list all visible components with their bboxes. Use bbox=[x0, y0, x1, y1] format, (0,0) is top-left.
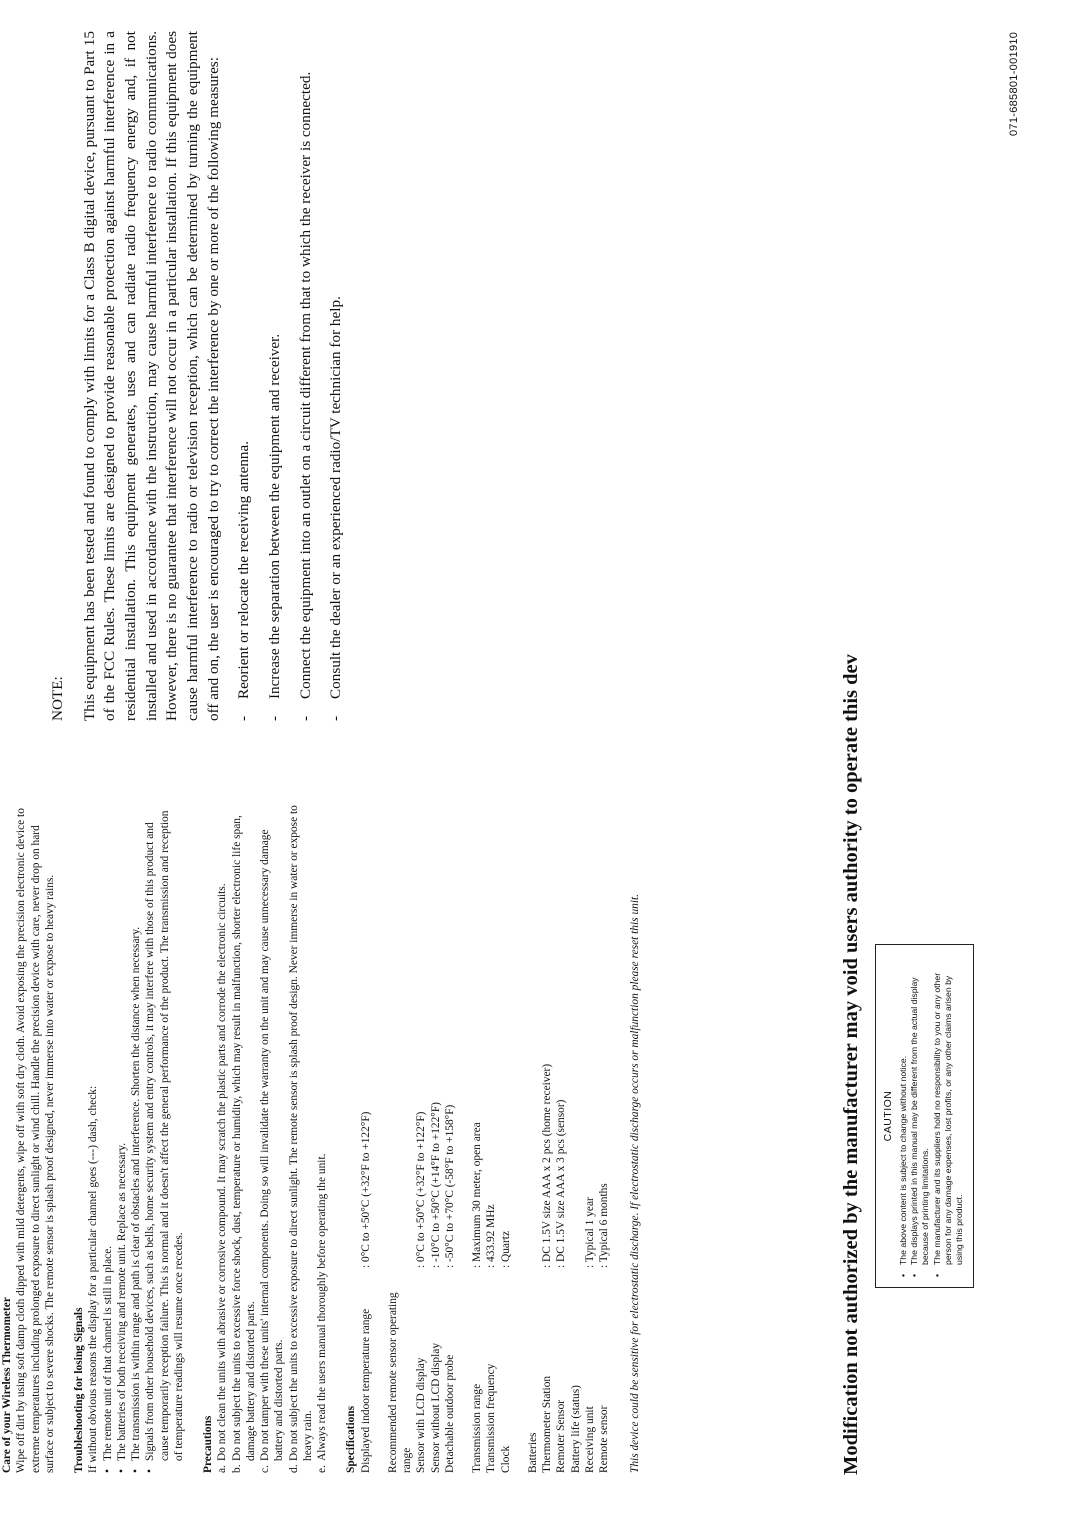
spec-value: : Maximum 30 meter, open area bbox=[471, 1122, 483, 1268]
spec-row bbox=[414, 803, 428, 1473]
caution-box bbox=[875, 944, 974, 1288]
troubleshooting-heading: Troubleshooting for losing Signals bbox=[73, 1307, 85, 1473]
care-and-specs-column bbox=[0, 803, 643, 1473]
spec-row bbox=[359, 803, 373, 1473]
spec-label: Sensor without LCD display bbox=[429, 1342, 442, 1473]
caution-title: CAUTION bbox=[882, 1090, 894, 1142]
spec-label: Remote sensor bbox=[598, 1405, 610, 1473]
spec-row bbox=[554, 803, 568, 1473]
spec-row bbox=[470, 803, 484, 1473]
care-section bbox=[0, 803, 57, 1473]
spec-row bbox=[569, 803, 583, 1473]
spec-value: : 433.92 MHz bbox=[485, 1204, 498, 1268]
spec-group bbox=[470, 803, 513, 1473]
troubleshooting-intro: If without obvious reasons the display for a particular channel goes (---) dash, check: bbox=[87, 1085, 100, 1473]
spec-row bbox=[540, 803, 554, 1473]
spec-label: Thermometer Station bbox=[541, 1375, 553, 1473]
spec-group bbox=[386, 803, 457, 1473]
precaution-item bbox=[258, 803, 287, 1473]
precaution-item bbox=[215, 803, 229, 1473]
spec-label: Battery life (status) bbox=[569, 1385, 582, 1473]
spec-label: Recommended remote sensor operating range bbox=[386, 1292, 413, 1473]
spec-value bbox=[386, 803, 415, 1268]
spec-value: : -50°C to +70°C (-58°F to +158°F) bbox=[443, 1104, 456, 1268]
spec-label: Detachable outdoor probe bbox=[443, 1354, 456, 1473]
spec-value: : Typical 1 year bbox=[583, 1197, 596, 1268]
note-heading: NOTE: bbox=[49, 676, 66, 721]
precautions-section bbox=[201, 803, 329, 1473]
measure-text: Reorient or relocate the receiving antenna. bbox=[235, 440, 253, 699]
spec-label: Transmission range bbox=[471, 1383, 483, 1473]
modification-notice: Modification not authorized by the manufacturer may void users authority to operate this dev bbox=[840, 654, 862, 1475]
troubleshooting-item: • Signals from other household devices, such as bells, home security system and entry controls, it may interfere with those of this product and cause temporarily reception failure. This is normal and it doesn't affect the general performance of the product. The transmission and reception of temperature readings will resume once recedes. bbox=[143, 803, 186, 1473]
troubleshooting-item: • The transmission is within range and path is clear of obstacles and interference. Shorten the distance when necessary. bbox=[129, 803, 143, 1473]
precaution-text: Do not clean the units with abrasive or corrosive compound. It may scratch the plastic parts and corrode the electronic circuits. bbox=[216, 883, 229, 1461]
caution-item: • The manufacturer and its suppliers hold no responsibility to you or any other person for any damage expenses, lost profits, or any other claims arisen by using this product. bbox=[932, 955, 966, 1277]
measure-dash: - bbox=[327, 715, 345, 721]
spec-value: : Quartz bbox=[499, 1230, 512, 1268]
spec-group bbox=[359, 803, 373, 1473]
precaution-text: Do not subject the units to excessive force shock, dust, temperature or humidity, which may result in malfunction, shorter electronic life span, damage battery and distorted parts. bbox=[230, 815, 257, 1461]
note-measure bbox=[296, 31, 317, 721]
spec-row bbox=[499, 803, 513, 1473]
precaution-item bbox=[287, 803, 316, 1473]
specifications-table bbox=[359, 803, 612, 1473]
precaution-letter: b. bbox=[230, 1464, 243, 1473]
spec-label: Displayed indoor temperature range bbox=[359, 1308, 372, 1473]
precaution-letter: c. bbox=[259, 1465, 271, 1473]
precaution-item bbox=[230, 803, 259, 1473]
measure-text: Increase the separation between the equipment and receiver. bbox=[266, 333, 284, 699]
troubleshooting-item: • The batteries of both receiving and remote unit. Replace as necessary. bbox=[115, 803, 129, 1473]
specifications-heading: Specifications bbox=[345, 1405, 358, 1473]
caution-item: • The above content is subject to change without notice. bbox=[898, 955, 909, 1277]
measure-text: Consult the dealer or an experienced radio/TV technician for help. bbox=[327, 296, 345, 699]
spec-row bbox=[429, 803, 443, 1473]
precautions-heading: Precautions bbox=[202, 1415, 214, 1473]
spec-label: Sensor with LCD display bbox=[415, 1357, 428, 1473]
spec-row bbox=[526, 803, 540, 1473]
note-body: This equipment has been tested and found to comply with limits for a Class B digital device, pursuant to Part 15 of the FCC Rules. These limits are designed to provide reasonable protection against harmful interference in a residential installation. This equipment generates, uses and can radiate radio frequency energy and, if not installed and used in accordance with the instruction, may cause harmful interference to radio communications. However, there is no guarantee that interference will not occur in a particular installation. If this equipment does cause harmful interference to radio or television reception, which can be determined by turning the equipment off and on, the user is encouraged to try to correct the interference by one or more of the following measures: bbox=[80, 31, 222, 721]
note-measure bbox=[326, 31, 347, 721]
precaution-letter: e. bbox=[316, 1465, 328, 1473]
precaution-item bbox=[315, 803, 329, 1473]
measure-dash: - bbox=[266, 715, 284, 721]
spec-group bbox=[526, 803, 612, 1473]
precaution-text: Do not tamper with these units' internal components. Doing so will invalidate the warranty on the unit and may cause unnecessary damage battery and distorted parts. bbox=[259, 829, 286, 1461]
precaution-letter: d. bbox=[287, 1464, 300, 1473]
spec-row bbox=[583, 803, 597, 1473]
precaution-text: Always read the users manual thoroughly before operating the unit. bbox=[316, 1153, 328, 1461]
troubleshooting-section bbox=[72, 803, 186, 1473]
note-measure bbox=[265, 31, 286, 721]
spec-label: Receiving unit bbox=[583, 1406, 596, 1473]
spec-row bbox=[484, 803, 498, 1473]
part-number: 071-685801-001910 bbox=[1008, 31, 1020, 136]
spec-value: : 0°C to +50°C (+32°F to +122°F) bbox=[359, 1111, 372, 1268]
spec-value: : 0°C to +50°C (+32°F to +122°F) bbox=[415, 1111, 428, 1268]
care-body: Wipe off dirt by using soft damp cloth dipped with mild detergents, wipe off with soft dry cloth. Avoid exposing the precision electronic device to extreme temperatures including prolonged exposure to direct sunlight or wind chill. Handle the precision device with care, never drop on hard surface or subject to severe shocks. The remote sensor is splash proof designed, never immerse into water or expose to heavy rains. bbox=[15, 808, 56, 1473]
measure-dash: - bbox=[235, 715, 253, 721]
spec-label: Clock bbox=[499, 1445, 512, 1473]
spec-value: : DC 1.5V size AAA x 2 pcs (home receiver) bbox=[541, 1063, 553, 1268]
spec-row bbox=[443, 803, 457, 1473]
spec-label: Remoter Sensor bbox=[555, 1399, 568, 1473]
spec-value: : Typical 6 months bbox=[598, 1183, 610, 1268]
spec-label: Transmission frequency bbox=[485, 1363, 498, 1473]
spec-value bbox=[526, 803, 540, 1268]
spec-value: : DC 1.5V size AAA x 3 pcs (sensor) bbox=[555, 1099, 568, 1268]
precaution-text: Do not subject the units to excessive exposure to direct sunlight. The remote sensor is splash proof design. Never immerse in water or expose to heavy rain. bbox=[287, 805, 314, 1461]
measure-text: Connect the equipment into an outlet on a circuit different from that to which the receiver is connected. bbox=[296, 71, 314, 699]
spec-value bbox=[569, 803, 583, 1268]
specifications-section bbox=[344, 803, 611, 1473]
spec-row bbox=[597, 803, 611, 1473]
troubleshooting-item: • The remote unit of that channel is still in place. bbox=[101, 803, 115, 1473]
spec-value: : -10°C to +50°C (+14°F to +122°F) bbox=[429, 1102, 442, 1268]
caution-item: • The displays printed in this manual may be different from the actual display because of printing limitations. bbox=[909, 955, 932, 1277]
care-heading: Care of your Wireless Thermometer bbox=[1, 1297, 13, 1473]
fcc-note-column bbox=[48, 31, 347, 721]
spec-row bbox=[386, 803, 415, 1473]
measure-dash: - bbox=[296, 715, 314, 721]
esd-note: This device could be sensitive for electrostatic discharge. If electrostatic discharge occurs or malfunction please reset this unit. bbox=[629, 893, 642, 1473]
precaution-letter: a. bbox=[216, 1465, 229, 1473]
note-measure bbox=[234, 31, 255, 721]
spec-label: Batteries bbox=[526, 1432, 539, 1473]
